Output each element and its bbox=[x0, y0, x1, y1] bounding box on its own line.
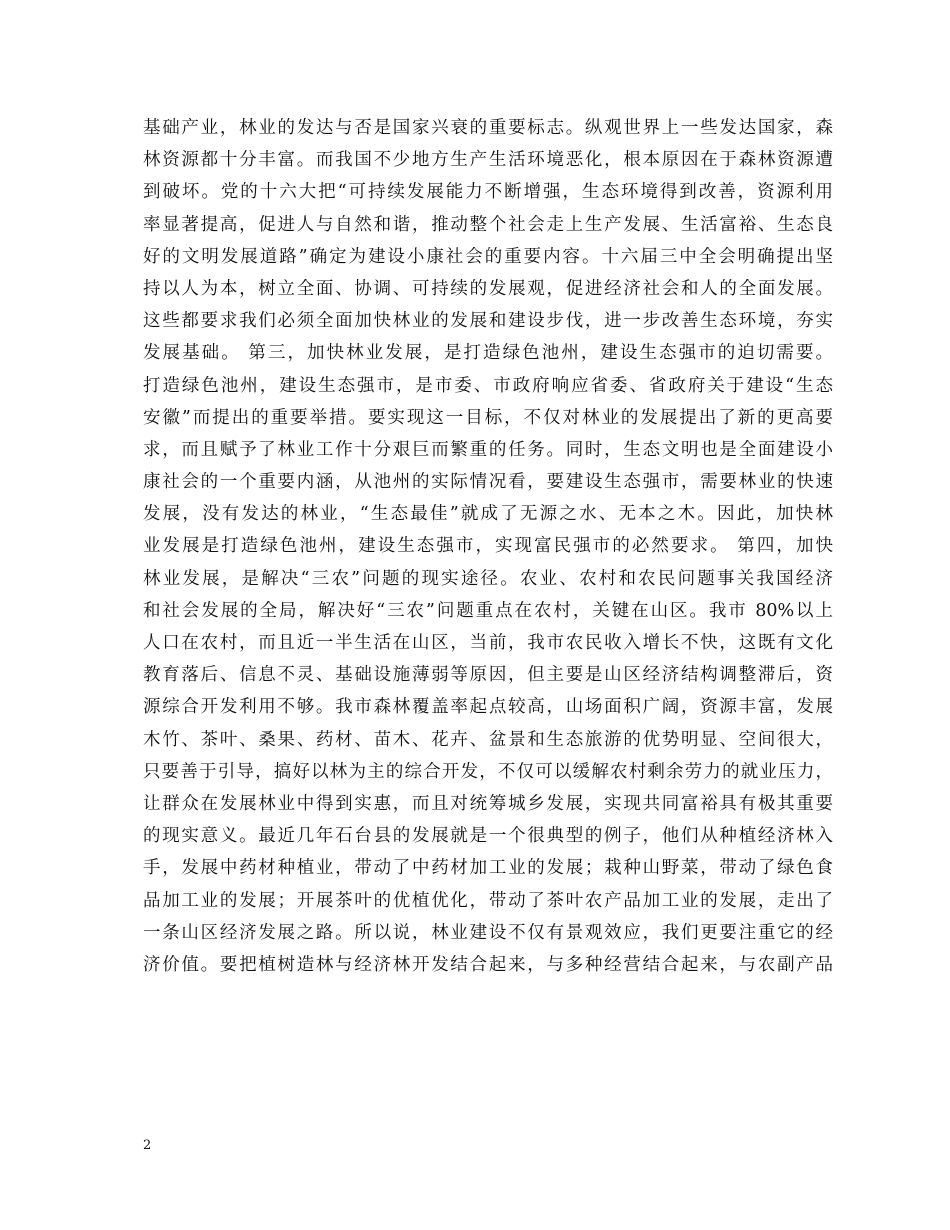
text-line: 林业发展，是解决“三农”问题的现实途径。农业、农村和农民问题事关我国经济 bbox=[143, 568, 833, 589]
text-line: 持以人为本，树立全面、协调、可持续的发展观，促进经济社会和人的全面发展。 bbox=[143, 278, 833, 299]
text-line: 教育落后、信息不灵、基础设施薄弱等原因，但主要是山区经济结构调整滞后，资 bbox=[143, 665, 833, 686]
text-line: 率显著提高，促进人与自然和谐，推动整个社会走上生产发展、生活富裕、生态良 bbox=[143, 214, 833, 235]
body-text bbox=[143, 112, 833, 981]
text-line: 只要善于引导，搞好以林为主的综合开发，不仅可以缓解农村剩余劳力的就业压力， bbox=[143, 761, 833, 782]
text-line: 木竹、茶叶、桑果、药材、苗木、花卉、盆景和生态旅游的优势明显、空间很大， bbox=[143, 729, 833, 750]
text-line: 求，而且赋予了林业工作十分艰巨而繁重的任务。同时，生态文明也是全面建设小 bbox=[143, 439, 833, 460]
text-line: 让群众在发展林业中得到实惠，而且对统筹城乡发展，实现共同富裕具有极其重要 bbox=[143, 793, 833, 814]
text-line: 济价值。要把植树造林与经济林开发结合起来，与多种经营结合起来，与农副产品 bbox=[143, 954, 833, 975]
text-line: 这些都要求我们必须全面加快林业的发展和建设步伐，进一步改善生态环境，夯实 bbox=[143, 311, 833, 332]
text-line: 业发展是打造绿色池州，建设生态强市，实现富民强市的必然要求。 第四，加快 bbox=[143, 536, 833, 557]
text-line: 源综合开发利用不够。我市森林覆盖率起点较高，山场面积广阔，资源丰富，发展 bbox=[143, 697, 833, 718]
text-line: 到破坏。党的十六大把“可持续发展能力不断增强，生态环境得到改善，资源利用 bbox=[143, 182, 833, 203]
text-line: 好的文明发展道路”确定为建设小康社会的重要内容。十六届三中全会明确提出坚 bbox=[143, 246, 833, 267]
text-line: 安徽”而提出的重要举措。要实现这一目标，不仅对林业的发展提出了新的更高要 bbox=[143, 407, 833, 428]
text-line: 人口在农村，而且近一半生活在山区，当前，我市农民收入增长不快，这既有文化 bbox=[143, 633, 833, 653]
text-line: 打造绿色池州，建设生态强市，是市委、市政府响应省委、省政府关于建设“生态 bbox=[143, 375, 833, 396]
text-line: 一条山区经济发展之路。所以说，林业建设不仅有景观效应，我们更要注重它的经 bbox=[143, 922, 833, 943]
text-line: 发展，没有发达的林业，“生态最佳”就成了无源之水、无本之木。因此，加快林 bbox=[143, 504, 833, 525]
text-line: 和社会发展的全局，解决好“三农”问题重点在农村，关键在山区。我市 80%以上 bbox=[143, 600, 833, 621]
text-line: 康社会的一个重要内涵，从池州的实际情况看，要建设生态强市，需要林业的快速 bbox=[143, 472, 833, 493]
text-line: 手，发展中药材种植业，带动了中药材加工业的发展；栽种山野菜，带动了绿色食 bbox=[143, 858, 833, 879]
text-line: 林资源都十分丰富。而我国不少地方生产生活环境恶化，根本原因在于森林资源遭 bbox=[143, 150, 833, 171]
text-line: 基础产业，林业的发达与否是国家兴衰的重要标志。纵观世界上一些发达国家，森 bbox=[143, 118, 833, 138]
page-number: 2 bbox=[143, 1138, 152, 1153]
text-line: 发展基础。 第三，加快林业发展，是打造绿色池州，建设生态强市的迫切需要。 bbox=[143, 343, 833, 364]
text-line: 的现实意义。最近几年石台县的发展就是一个很典型的例子，他们从种植经济林入 bbox=[143, 826, 833, 847]
text-line: 品加工业的发展；开展茶叶的优植优化，带动了茶叶农产品加工业的发展，走出了 bbox=[143, 890, 833, 911]
